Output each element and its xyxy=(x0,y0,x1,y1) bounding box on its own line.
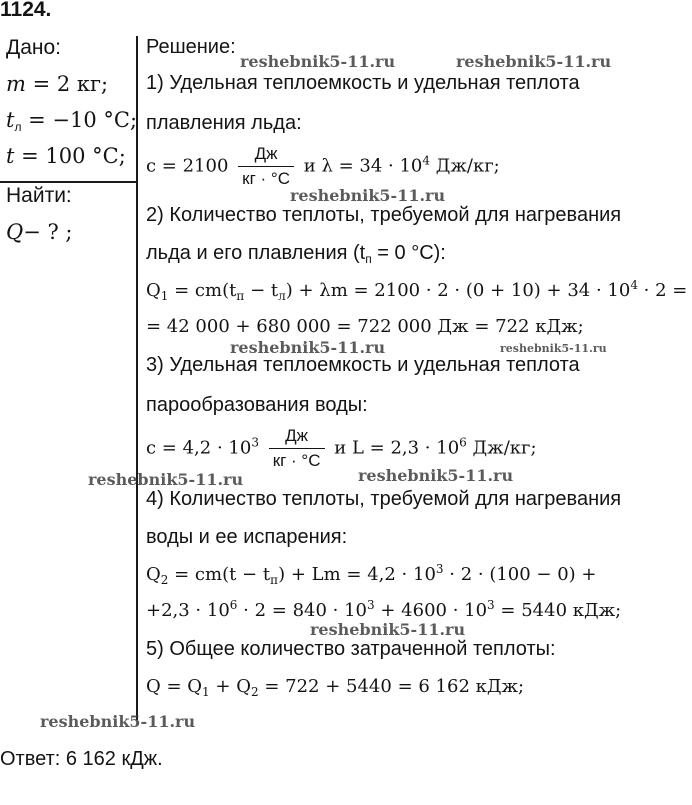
eq3-frac-top: Дж xyxy=(269,426,325,449)
eq4-b: = cm(t − t xyxy=(168,564,271,585)
vertical-divider xyxy=(136,36,138,720)
eq5-c: = 722 + 5440 = 6 162 кДж; xyxy=(258,676,525,697)
eq5-a: Q = Q xyxy=(146,676,203,697)
step3-line2: парообразования воды: xyxy=(146,394,368,416)
answer: Ответ: 6 162 кДж. xyxy=(0,748,163,770)
eq2-sub1: 1 xyxy=(160,289,169,303)
watermark: reshebnik5-11.ru xyxy=(290,186,446,205)
watermark: reshebnik5-11.ru xyxy=(358,466,514,485)
equation-4-line2 xyxy=(146,600,621,621)
equation-5 xyxy=(146,676,524,697)
given-ice-temp-var: t xyxy=(6,108,15,132)
equation-2-line1 xyxy=(146,280,687,301)
given-ice-temp xyxy=(6,108,137,133)
eq1-fraction xyxy=(238,144,294,189)
step1-line1: 1) Удельная теплоемкость и удельная теплота xyxy=(146,72,580,94)
eq2-c: − t xyxy=(244,280,279,301)
watermark: reshebnik5-11.ru xyxy=(40,712,196,731)
given-mass-value: = 2 кг; xyxy=(25,72,109,96)
eq4-line2-c: + 4600 · 10 xyxy=(374,600,488,621)
eq2-sub2: п xyxy=(236,289,245,303)
step4-line2: воды и ее испарения: xyxy=(146,526,348,548)
watermark: reshebnik5-11.ru xyxy=(456,52,612,71)
eq3-right-exp: 6 xyxy=(459,435,467,450)
eq2-e: · 2 = xyxy=(637,280,688,301)
eq4-line2-b: · 2 = 840 · 10 xyxy=(237,600,367,621)
eq4-line2-d: = 5440 кДж; xyxy=(494,600,622,621)
find-quantity xyxy=(6,220,73,245)
watermark: reshebnik5-11.ru xyxy=(240,52,396,71)
eq3-frac-bottom: кг · °C xyxy=(272,451,321,470)
step2-line2-a: льда и его плавления (t xyxy=(146,242,366,264)
eq5-sub1: 1 xyxy=(202,685,210,699)
eq3-right-b: Дж/кг; xyxy=(466,437,537,459)
eq1-frac-bottom: кг · °C xyxy=(242,169,290,188)
solution-heading: Решение: xyxy=(146,36,236,58)
eq1-right-exp: 4 xyxy=(422,153,430,168)
eq4-sub2: п xyxy=(270,573,279,587)
eq2-d: ) + λm = 2100 · 2 · (0 + 10) + 34 · 10 xyxy=(285,280,631,301)
eq5-sub2: 2 xyxy=(250,685,259,699)
eq4-line2-exp3: 3 xyxy=(487,598,495,612)
eq3-fraction xyxy=(269,426,325,471)
step5-line1: 5) Общее количество затраченной теплоты: xyxy=(146,638,556,660)
eq4-exp: 3 xyxy=(435,562,444,576)
eq4-line2-a: +2,3 · 10 xyxy=(146,600,230,621)
eq4-line2-exp2: 3 xyxy=(367,598,375,612)
find-heading: Найти: xyxy=(6,184,72,207)
eq1-left: c = 2100 xyxy=(146,155,229,177)
eq1-right-a: и λ = 34 · 10 xyxy=(303,155,423,177)
step3-line1: 3) Удельная теплоемкость и удельная теплота xyxy=(146,354,580,376)
given-mass-var: m xyxy=(6,72,26,96)
horizontal-divider xyxy=(0,181,137,183)
step2-line2-b: = 0 °C): xyxy=(371,242,446,264)
equation-3 xyxy=(146,426,537,471)
step2-line2-sub: п xyxy=(365,252,372,266)
equation-2-line2: = 42 000 + 680 000 = 722 000 Дж = 722 кДж; xyxy=(146,316,584,337)
watermark: reshebnik5-11.ru xyxy=(88,470,244,489)
equation-1 xyxy=(146,144,500,189)
watermark: reshebnik5-11.ru xyxy=(230,338,386,357)
eq2-exp: 4 xyxy=(630,278,638,292)
watermark: reshebnik5-11.ru xyxy=(500,342,607,355)
given-ice-temp-value: = −10 °C; xyxy=(21,108,138,132)
step2-line1: 2) Количество теплоты, требуемой для нагревания xyxy=(146,204,622,226)
eq2-a: Q xyxy=(146,280,161,301)
eq1-frac-top: Дж xyxy=(238,144,294,167)
eq3-left-a: c = 4,2 · 10 xyxy=(146,437,252,459)
find-quantity-rest: − ? ; xyxy=(23,220,73,244)
find-quantity-var: Q xyxy=(6,220,24,244)
eq4-a: Q xyxy=(146,564,161,585)
step2-line2 xyxy=(146,242,446,265)
watermark: reshebnik5-11.ru xyxy=(310,620,466,639)
given-final-temp-value: = 100 °C; xyxy=(14,144,126,168)
given-final-temp-var: t xyxy=(6,144,15,168)
eq4-d: · 2 · (100 − 0) + xyxy=(443,564,597,585)
step1-line2: плавления льда: xyxy=(146,112,302,134)
given-heading: Дано: xyxy=(6,36,62,59)
eq4-line2-exp1: 6 xyxy=(229,598,238,612)
eq3-left-exp: 3 xyxy=(251,435,259,450)
eq4-c: ) + Lm = 4,2 · 10 xyxy=(278,564,436,585)
eq2-sub3: л xyxy=(278,289,286,303)
given-final-temp xyxy=(6,144,126,169)
eq3-right-a: и L = 2,3 · 10 xyxy=(334,437,460,459)
problem-number: 1124. xyxy=(0,0,52,21)
eq5-b: + Q xyxy=(209,676,251,697)
given-mass xyxy=(6,72,108,97)
given-ice-temp-sub: л xyxy=(14,120,22,134)
eq2-b: = cm(t xyxy=(168,280,237,301)
eq1-right-b: Дж/кг; xyxy=(430,155,500,177)
eq4-sub1: 2 xyxy=(160,573,169,587)
step4-line1: 4) Количество теплоты, требуемой для нагревания xyxy=(146,488,622,510)
equation-4-line1 xyxy=(146,564,597,585)
